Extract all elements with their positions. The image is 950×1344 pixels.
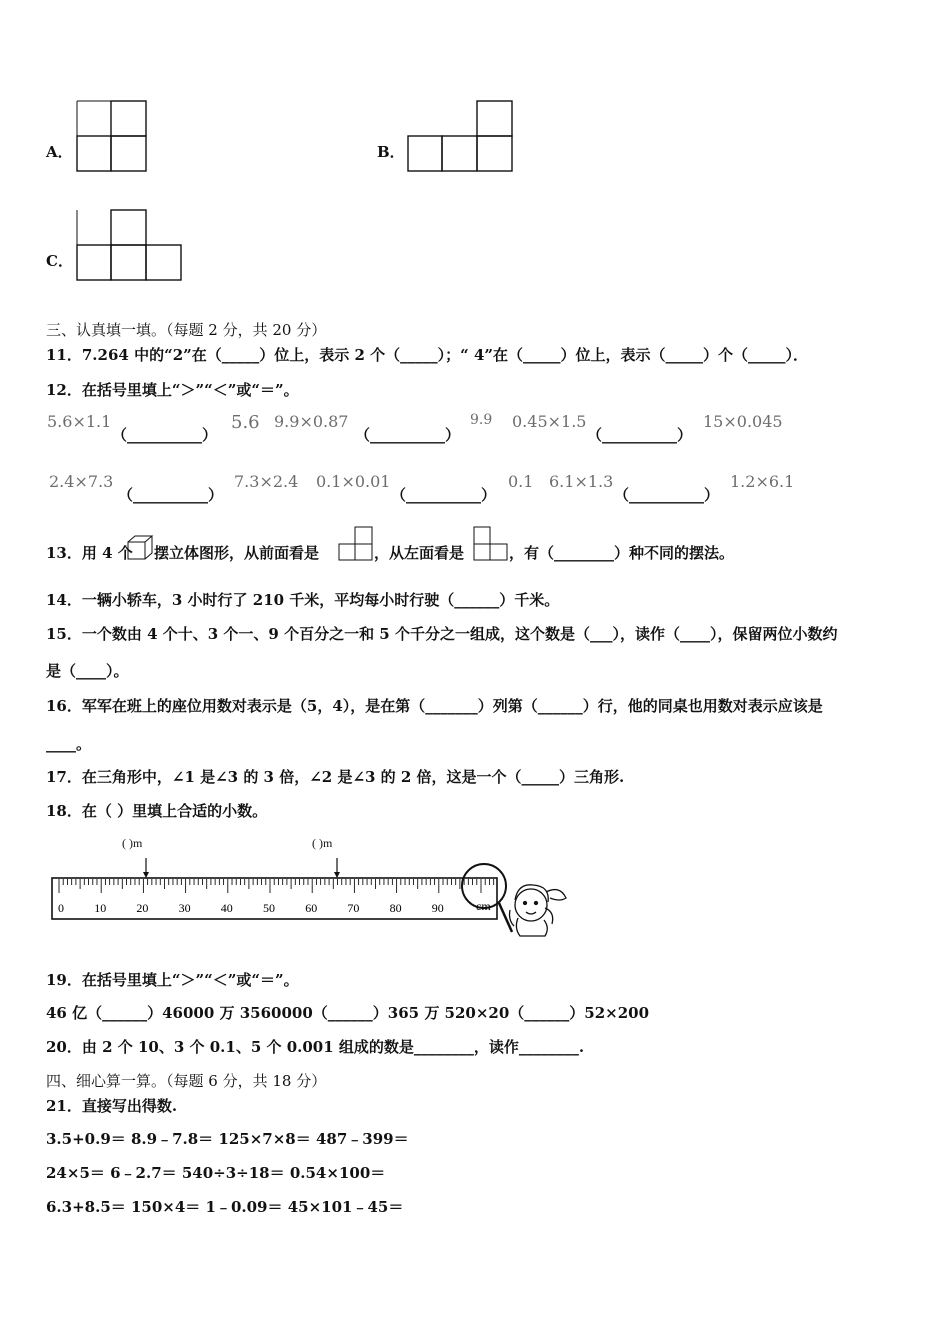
section-3-title: 三、认真填一填。（每题 2 分，共 20 分） [46,321,327,339]
option-c-label: C． [46,252,73,270]
ruler-label: 60 [305,901,318,915]
q12-r1-c1-right: 5.6 [231,412,260,433]
q12-r2-c3-left: 6.1×1.3 [549,472,614,491]
question-16-line1: 16．军军在班上的座位用数对表示是（5，4），是在第（_______）列第（______）行，他的同桌也用数对表示应该是 [46,697,823,715]
q12-r1-c3-left: 0.45×1.5 [512,412,587,431]
q12-r1-c2-left: 9.9×0.87 [274,412,349,431]
q12-r1-c2-blank[interactable]: （__________） [355,426,461,444]
question-12-title: 12．在括号里填上“＞”“＜”或“＝”。 [46,381,299,399]
q12-r1-c1-left: 5.6×1.1 [47,412,112,431]
girl-illustration [510,885,567,936]
question-17: 17．在三角形中，∠1 是∠3 的 3 倍，∠2 是∠3 的 2 倍，这是一个（_____）三角形. [46,768,625,786]
ruler-label: 30 [178,901,191,915]
q12-r2-c1-blank[interactable]: （__________） [118,486,224,504]
ruler-marker-2-label: ( )m [312,836,333,850]
q12-r1-c1-blank[interactable]: （__________） [112,426,218,444]
question-14: 14．一辆小轿车，3 小时行了 210 千米，平均每小时行驶（______）千米。 [46,591,560,609]
option-c-figure [76,209,184,283]
q12-r1-c2-right: 9.9 [470,412,493,428]
question-16-line2: ____。 [46,735,92,753]
question-13-part1: 13．用 4 个 [46,544,133,562]
cube-icon [127,535,153,561]
question-19-line: 46 亿（______）46000 万 3560000（______）365 万 520×20（______）52×200 [46,1004,650,1022]
ruler-label: 50 [263,901,275,915]
q12-r2-c3-blank[interactable]: （__________） [614,486,720,504]
question-15-line2: 是（____）。 [46,662,129,680]
left-view-figure [473,526,509,562]
ruler-unit: cm [476,899,491,913]
q12-r1-c3-right: 15×0.045 [703,412,783,431]
question-21-row1: 3.5+0.9＝ 8.9﹣7.8＝ 125×7×8＝ 487﹣399＝ [46,1130,409,1148]
question-13-part4: ，有（________）种不同的摆法。 [509,544,735,562]
question-20: 20．由 2 个 10、3 个 0.1、5 个 0.001 组成的数是________，读作________. [46,1038,585,1056]
section-4-title: 四、细心算一算。（每题 6 分，共 18 分） [46,1072,327,1090]
q12-r2-c2-left: 0.1×0.01 [316,472,391,491]
question-15-line1: 15．一个数由 4 个十、3 个一、9 个百分之一和 5 个千分之一组成，这个数是（___），读作（____），保留两位小数约 [46,625,838,643]
question-21-title: 21．直接写出得数. [46,1097,178,1115]
option-b-figure [407,100,515,174]
q12-r2-c1-right: 7.3×2.4 [234,472,299,491]
option-a-label: A． [46,143,73,161]
q12-r2-c2-blank[interactable]: （__________） [391,486,497,504]
ruler [40,850,580,945]
ruler-label: 70 [347,901,360,915]
q12-r2-c1-left: 2.4×7.3 [49,472,114,491]
ruler-label: 40 [220,901,233,915]
question-21-row3: 6.3+8.5＝ 150×4＝ 1﹣0.09＝ 45×101﹣45＝ [46,1198,404,1216]
ruler-marker-1-label: ( )m [122,836,143,850]
ruler-label: 0 [58,901,64,915]
question-19-title: 19．在括号里填上“＞”“＜”或“＝”。 [46,971,299,989]
question-13-part2: 摆立体图形，从前面看是 [154,544,320,562]
question-11: 11．7.264 中的“2”在（_____）位上，表示 2 个（_____）；“ 4”在（_____）位上，表示（_____）个（_____）． [46,346,809,364]
q12-r2-c2-right: 0.1 [508,472,534,491]
ruler-label: 20 [136,901,149,915]
ruler-label: 90 [431,901,444,915]
question-13-part3: ，从左面看是 [374,544,465,562]
q12-r1-c3-blank[interactable]: （__________） [587,426,693,444]
front-view-figure [338,526,374,562]
option-b-label: B． [377,143,405,161]
option-a-figure [76,100,148,174]
question-21-row2: 24×5＝ 6﹣2.7＝ 540÷3÷18＝ 0.54×100＝ [46,1164,386,1182]
ruler-label: 10 [94,901,107,915]
ruler-label: 80 [389,901,402,915]
question-18-title: 18．在（ ）里填上合适的小数。 [46,802,268,820]
q12-r2-c3-right: 1.2×6.1 [730,472,795,491]
